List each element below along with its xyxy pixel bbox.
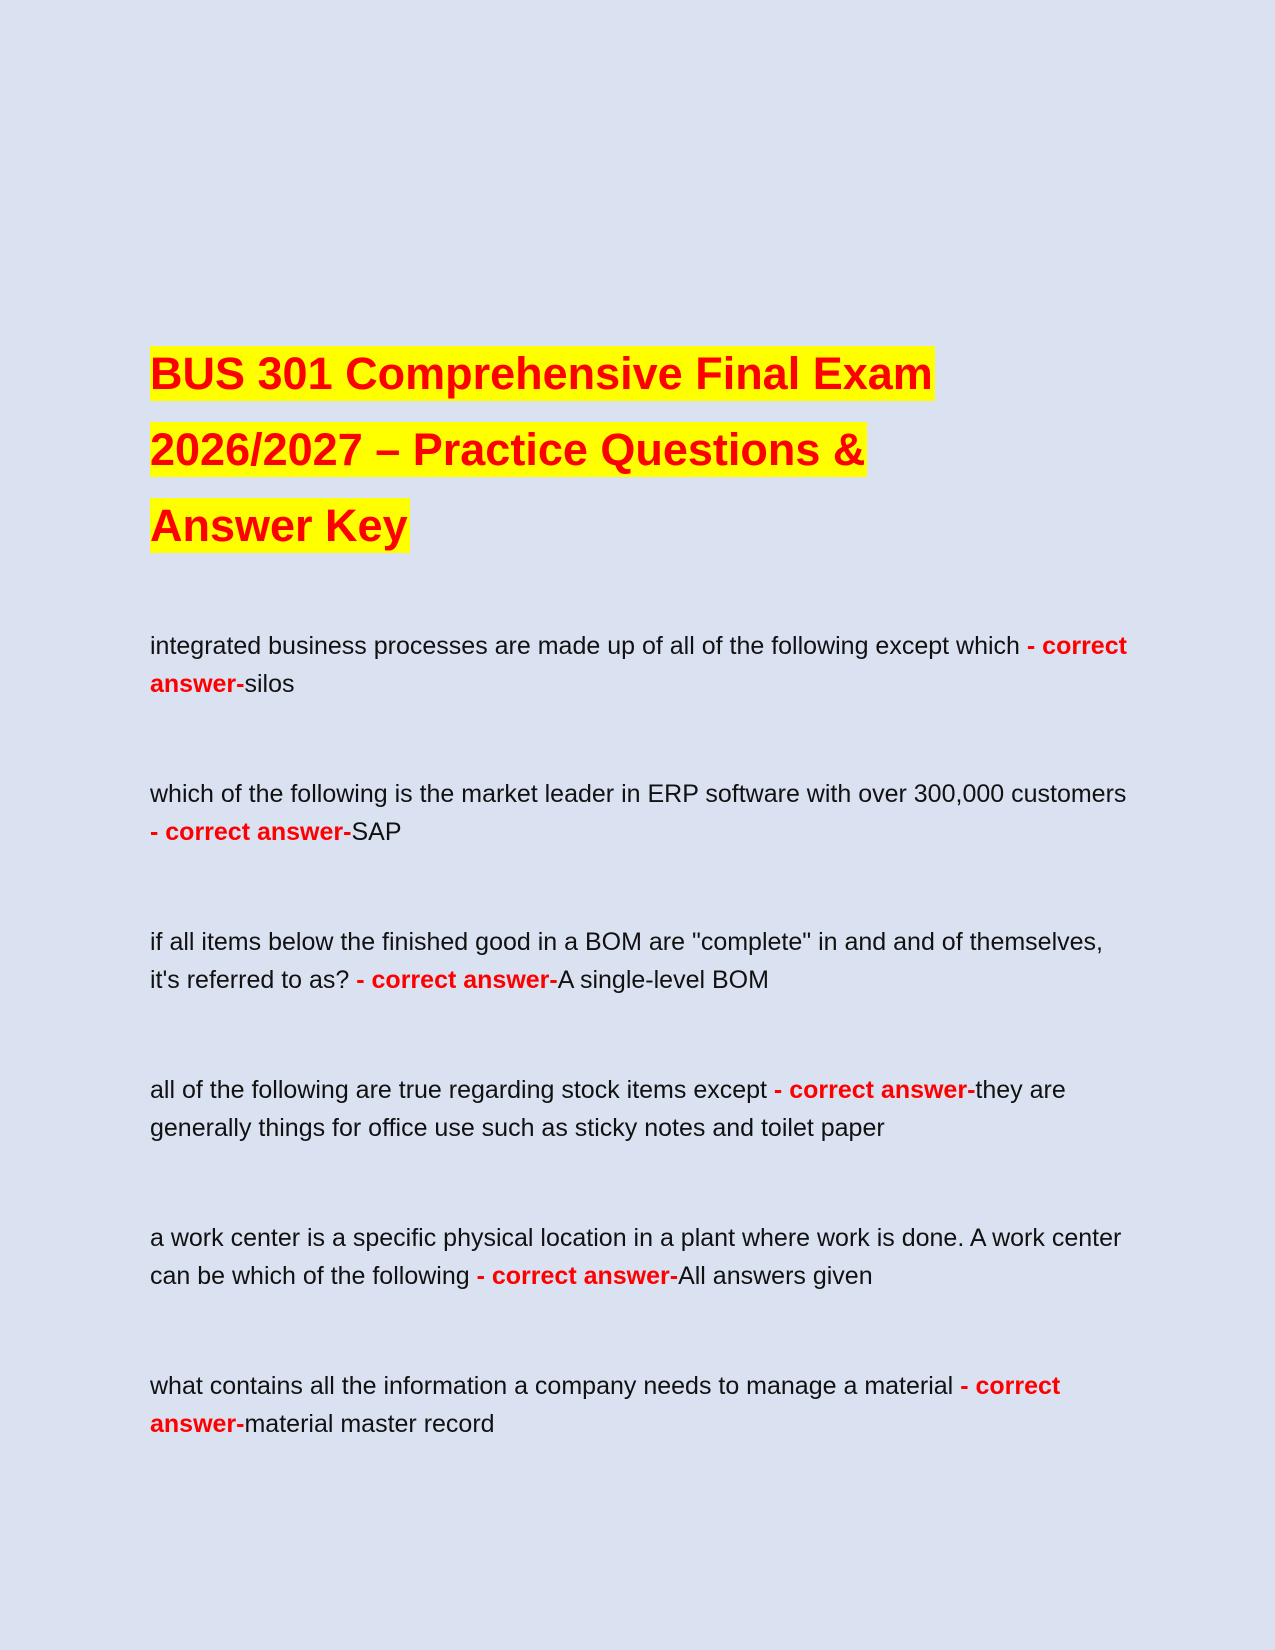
correct-answer-marker: - correct answer- <box>150 632 1127 698</box>
correct-answer-marker: - correct answer- <box>766 1076 976 1104</box>
correct-answer-marker: - correct answer- <box>150 1372 1061 1438</box>
document-page <box>150 336 1130 1515</box>
document-title <box>150 336 1130 564</box>
answer-text: material master record <box>244 1410 495 1438</box>
title-line-1: BUS 301 Comprehensive Final Exam <box>150 348 933 399</box>
question-text: integrated business processes are made up of all of the following except which <box>150 632 1020 660</box>
qa-item <box>150 775 1130 851</box>
question-text: all of the following are true regarding stock items except <box>150 1076 767 1104</box>
qa-item <box>150 627 1130 703</box>
correct-answer-marker: - correct answer- <box>349 966 558 994</box>
qa-item <box>150 1071 1130 1147</box>
correct-answer-marker: - correct answer- <box>469 1262 679 1290</box>
answer-text: SAP <box>351 818 402 846</box>
answer-text: they are generally things for office use such as sticky notes and toilet paper <box>150 1076 1066 1142</box>
qa-item <box>150 923 1130 999</box>
answer-text: All answers given <box>678 1262 873 1290</box>
qa-item <box>150 1367 1130 1443</box>
question-text: which of the following is the market leader in ERP software with over 300,000 customers <box>150 780 1127 808</box>
question-text: what contains all the information a company needs to manage a material <box>150 1372 954 1400</box>
qa-item <box>150 1219 1130 1295</box>
question-text: a work center is a specific physical location in a plant where work is done. A work center can be which of the following <box>150 1224 1122 1290</box>
title-line-3: Answer Key <box>150 500 408 551</box>
question-answer-list <box>150 627 1130 1443</box>
answer-text: silos <box>244 670 295 698</box>
question-text: if all items below the finished good in a BOM are "complete" in and and of themselves, it's referred to as? <box>150 928 1103 994</box>
title-line-2: 2026/2027 – Practice Questions & <box>150 424 866 475</box>
answer-text: A single-level BOM <box>557 966 769 994</box>
correct-answer-marker: - correct answer- <box>150 818 352 846</box>
